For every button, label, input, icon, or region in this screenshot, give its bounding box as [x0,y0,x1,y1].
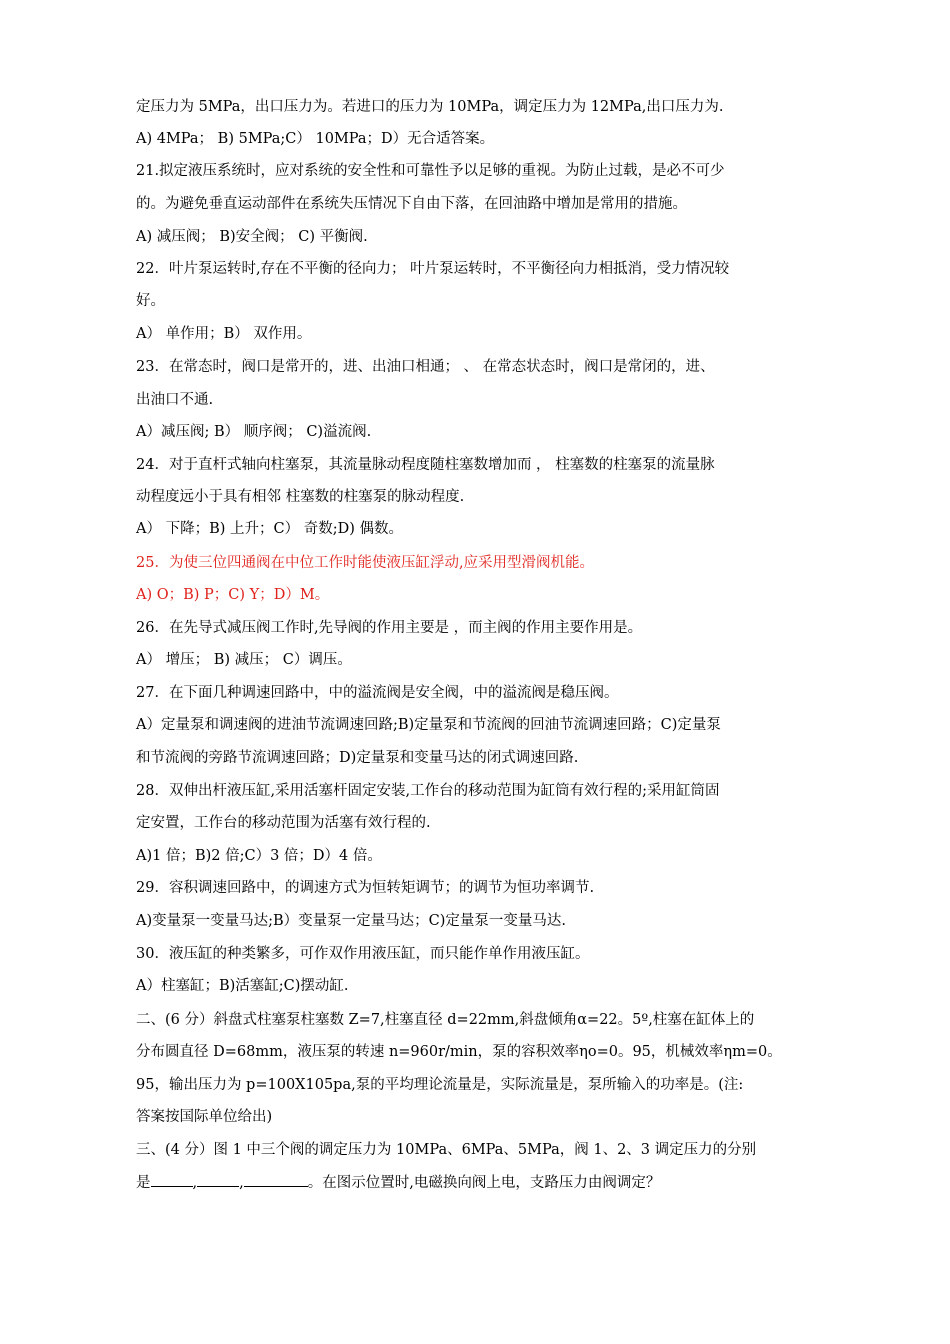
line-suffix: 。在图示位置时,电磁换向阀上电，支路压力由阀调定？ [307,1175,661,1191]
highlighted-question: 25．为使三位四通阀在中位工作时能使液压缸浮动,应采用型滑阀机能。 [136,555,595,571]
text-line: 定安置，工作台的移动范围为活塞有效行程的. [136,815,431,831]
text-line: A）柱塞缸；B)活塞缸;C)摆动缸. [136,978,349,994]
blank-separator: , [192,1175,198,1191]
highlighted-answer: A) O；B) P；C) Y；D）M。 [136,587,330,603]
text-line: 26．在先导式减压阀工作时,先导阀的作用主要是 ，而主阀的作用主要作用是。 [136,620,643,636]
text-line: 和节流阀的旁路节流调速回路；D)定量泵和变量马达的闭式调速回路. [136,750,579,766]
answer-blank [151,1172,193,1187]
text-line: A） 下降；B) 上升；C） 奇数;D) 偶数。 [136,521,403,537]
text-line: 好。 [136,293,165,309]
text-line: 分布圆直径 D=68mm，液压泵的转速 n=960r/min，泵的容积效率ηo=0。95，机械效率ηm=0。 [136,1044,782,1060]
text-line: 22．叶片泵运转时,存在不平衡的径向力； 叶片泵运转时，不平衡径向力相抵消，受力情况较 [136,261,730,277]
text-line: A）定量泵和调速阀的进油节流调速回路;B)定量泵和节流阀的回油节流调速回路；C)定量泵 [136,717,721,733]
text-line: A) 4MPa； B) 5MPa;C） 10MPa；D）无合适答案。 [136,131,495,147]
text-line: 30．液压缸的种类繁多，可作双作用液压缸，而只能作单作用液压缸。 [136,946,590,962]
text-line: 95，输出压力为 p=100X105pa,泵的平均理论流量是，实际流量是，泵所输入的功率是。(注: [136,1077,744,1093]
text-line: 27．在下面几种调速回路中，中的溢流阀是安全阀，中的溢流阀是稳压阀。 [136,685,619,701]
text-line: 23．在常态时，阀口是常开的，进、出油口相通； 、 在常态状态时，阀口是常闭的，进、 [136,359,715,375]
answer-blank [197,1172,239,1187]
text-line: 动程度远小于具有相邻 柱塞数的柱塞泵的脉动程度. [136,489,465,505]
text-line: 28．双伸出杆液压缸,采用活塞杆固定安装,工作台的移动范围为缸筒有效行程的;采用缸筒固 [136,783,720,799]
text-line: 定压力为 5MPa，出口压力为。若进口的压力为 10MPa，调定压力为 12MPa,出口压力为. [136,99,724,115]
text-line: 24．对于直杆式轴向柱塞泵，其流量脉动程度随柱塞数增加而 ， 柱塞数的柱塞泵的流量脉 [136,457,715,473]
text-line: 出油口不通. [136,392,214,408]
text-line: A） 增压； B) 减压； C）调压。 [136,652,352,668]
text-line: 二、(6 分）斜盘式柱塞泵柱塞数 Z=7,柱塞直径 d=22mm,斜盘倾角α=22。5º,柱塞在缸体上的 [136,1012,755,1028]
text-line: A）减压阀; B） 顺序阀； C)溢流阀. [136,424,372,440]
text-line: 29．容积调速回路中，的调速方式为恒转矩调节；的调节为恒功率调节. [136,880,595,896]
text-line: A） 单作用；B） 双作用。 [136,326,312,342]
text-line: 答案按国际单位给出) [136,1109,273,1125]
line-prefix: 是 [136,1175,151,1191]
text-line: A)变量泵一变量马达;B）变量泵一定量马达；C)定量泵一变量马达. [136,913,567,929]
text-line: A)1 倍；B)2 倍;C）3 倍；D）4 倍。 [136,848,382,864]
blank-separator: , [239,1175,244,1191]
fill-in-line [136,1172,816,1193]
text-line: A) 减压阀； B)安全阀； C) 平衡阀. [136,229,368,245]
text-line: 21.拟定液压系统时，应对系统的安全性和可靠性予以足够的重视。为防止过载，是必不可少 [136,163,725,179]
text-line: 三、(4 分）图 1 中三个阀的调定压力为 10MPa、6MPa、5MPa，阀 1、2、3 调定压力的分别 [136,1142,757,1158]
text-line: 的。为避免垂直运动部件在系统失压情况下自由下落，在回油路中增加是常用的措施。 [136,196,687,212]
answer-blank [244,1172,308,1187]
